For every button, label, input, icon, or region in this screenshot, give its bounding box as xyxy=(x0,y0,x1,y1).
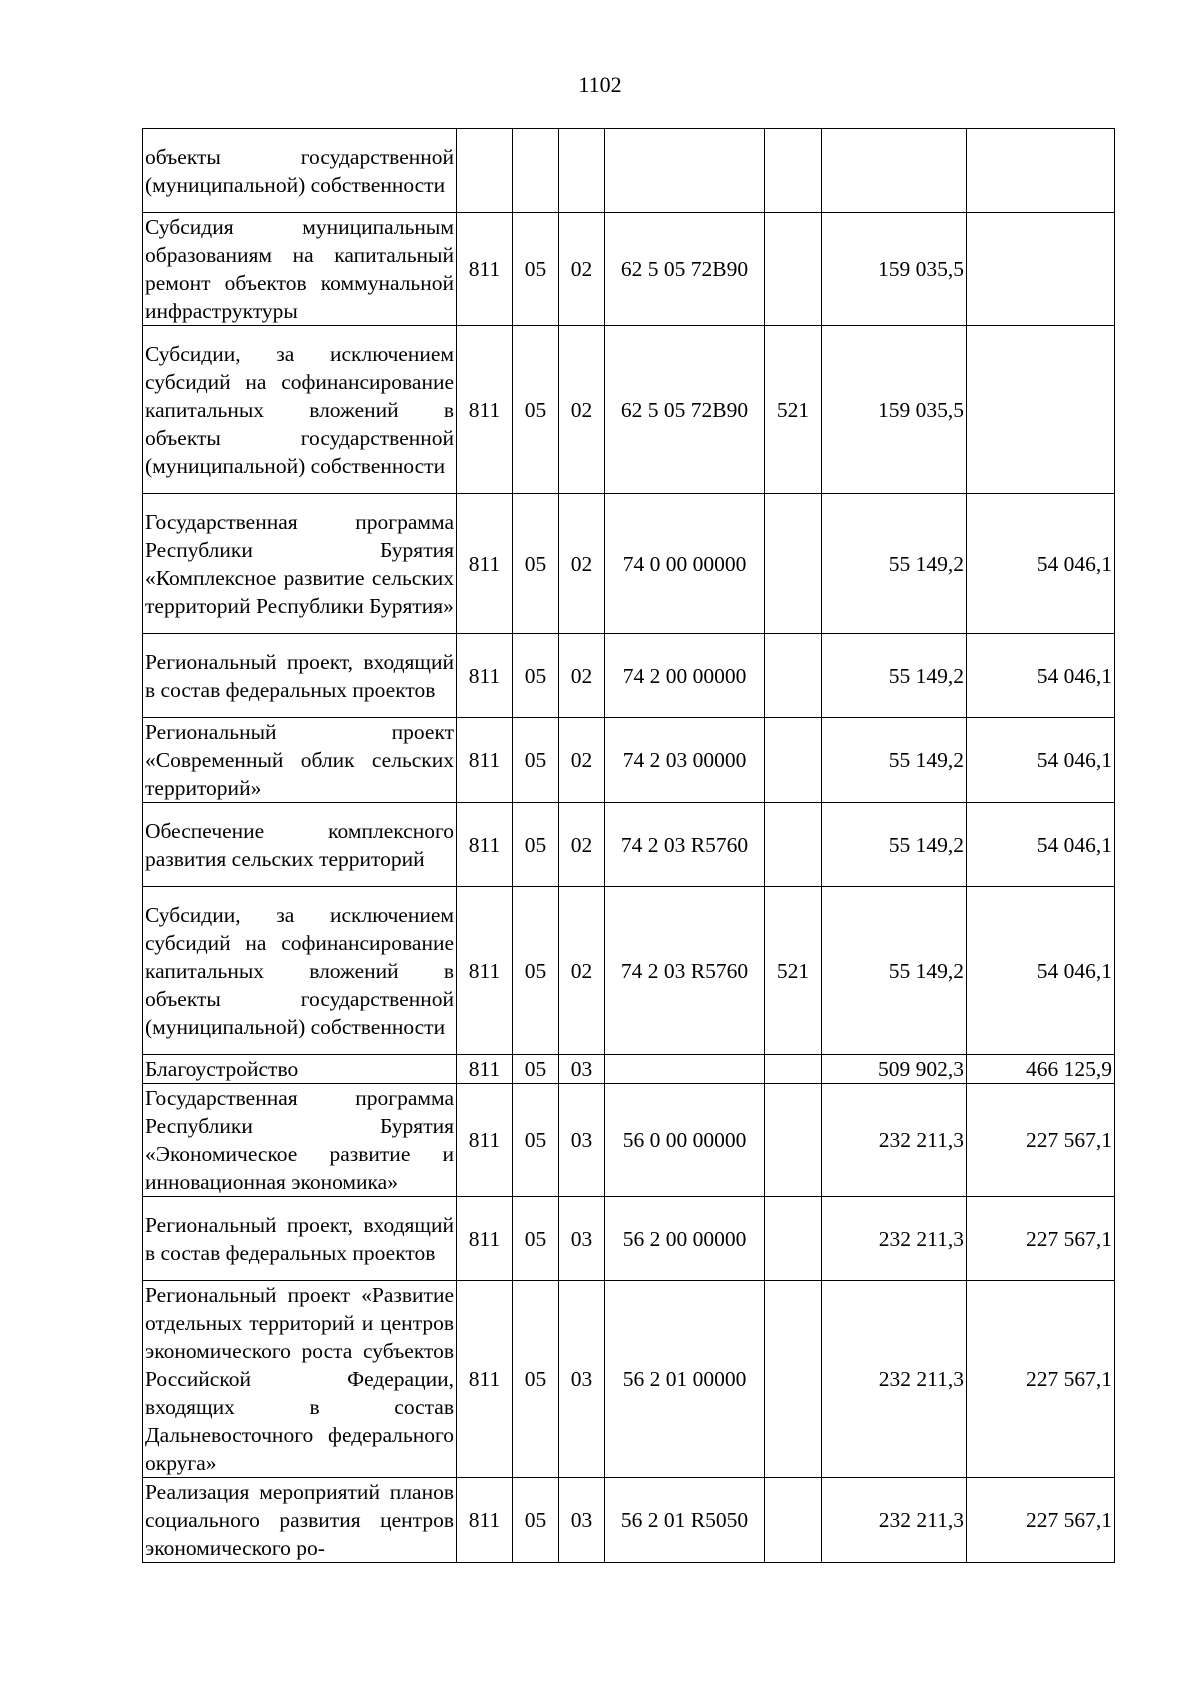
item-name-cell: объекты государственной (муниципальной) собственности xyxy=(143,129,457,213)
section-code-cell: 05 xyxy=(513,1281,559,1478)
amount-year2-cell: 54 046,1 xyxy=(967,494,1115,634)
subsection-code-cell: 03 xyxy=(559,1084,605,1197)
target-article-cell: 56 0 00 00000 xyxy=(605,1084,765,1197)
grbs-code-cell: 811 xyxy=(457,1055,513,1084)
amount-year1-cell: 232 211,3 xyxy=(822,1197,967,1281)
expense-type-cell xyxy=(765,494,822,634)
amount-year1-cell: 55 149,2 xyxy=(822,634,967,718)
table-row xyxy=(143,1055,1115,1084)
subsection-code-cell: 02 xyxy=(559,718,605,803)
target-article-cell: 56 2 01 00000 xyxy=(605,1281,765,1478)
item-name-cell: Реализация мероприятий планов социального развития центров экономического ро- xyxy=(143,1478,457,1563)
item-name-cell: Региональный проект «Современный облик сельских территорий» xyxy=(143,718,457,803)
grbs-code-cell: 811 xyxy=(457,1281,513,1478)
item-name-cell: Обеспечение комплексного развития сельских территорий xyxy=(143,803,457,887)
subsection-code-cell: 02 xyxy=(559,494,605,634)
section-code-cell: 05 xyxy=(513,1197,559,1281)
target-article-cell: 74 0 00 00000 xyxy=(605,494,765,634)
amount-year2-cell: 54 046,1 xyxy=(967,634,1115,718)
item-name-cell: Государственная программа Республики Бурятия «Комплексное развитие сельских территорий Республики Бурятия» xyxy=(143,494,457,634)
grbs-code-cell: 811 xyxy=(457,494,513,634)
table-row xyxy=(143,634,1115,718)
amount-year1-cell: 232 211,3 xyxy=(822,1478,967,1563)
subsection-code-cell: 03 xyxy=(559,1281,605,1478)
table-row xyxy=(143,1478,1115,1563)
table-row xyxy=(143,1197,1115,1281)
expense-type-cell xyxy=(765,1281,822,1478)
amount-year2-cell: 227 567,1 xyxy=(967,1084,1115,1197)
target-article-cell: 56 2 00 00000 xyxy=(605,1197,765,1281)
expense-type-cell xyxy=(765,1478,822,1563)
item-name-cell: Региональный проект «Развитие отдельных территорий и центров экономического роста субъектов Российской Федерации, входящих в состав Дальневосточного федерального округа» xyxy=(143,1281,457,1478)
subsection-code-cell: 02 xyxy=(559,326,605,494)
target-article-cell xyxy=(605,1055,765,1084)
table-row xyxy=(143,213,1115,326)
amount-year2-cell xyxy=(967,129,1115,213)
amount-year2-cell: 54 046,1 xyxy=(967,718,1115,803)
grbs-code-cell: 811 xyxy=(457,887,513,1055)
section-code-cell: 05 xyxy=(513,718,559,803)
section-code-cell: 05 xyxy=(513,1478,559,1563)
amount-year2-cell xyxy=(967,213,1115,326)
amount-year1-cell xyxy=(822,129,967,213)
grbs-code-cell: 811 xyxy=(457,1197,513,1281)
section-code-cell: 05 xyxy=(513,1084,559,1197)
table-row xyxy=(143,1084,1115,1197)
subsection-code-cell: 02 xyxy=(559,213,605,326)
section-code-cell: 05 xyxy=(513,494,559,634)
section-code-cell: 05 xyxy=(513,803,559,887)
table-row xyxy=(143,129,1115,213)
page-number: 1102 xyxy=(578,72,622,97)
expense-type-cell xyxy=(765,1084,822,1197)
amount-year1-cell: 55 149,2 xyxy=(822,803,967,887)
target-article-cell: 74 2 00 00000 xyxy=(605,634,765,718)
table-row xyxy=(143,494,1115,634)
amount-year1-cell: 55 149,2 xyxy=(822,887,967,1055)
amount-year2-cell: 466 125,9 xyxy=(967,1055,1115,1084)
item-name-cell: Государственная программа Республики Бурятия «Экономическое развитие и инновационная экономика» xyxy=(143,1084,457,1197)
subsection-code-cell: 02 xyxy=(559,634,605,718)
amount-year2-cell: 227 567,1 xyxy=(967,1281,1115,1478)
item-name-cell: Субсидия муниципальным образованиям на капитальный ремонт объектов коммунальной инфраструктуры xyxy=(143,213,457,326)
target-article-cell xyxy=(605,129,765,213)
section-code-cell: 05 xyxy=(513,213,559,326)
amount-year1-cell: 159 035,5 xyxy=(822,326,967,494)
table-row xyxy=(143,718,1115,803)
subsection-code-cell: 02 xyxy=(559,803,605,887)
amount-year1-cell: 509 902,3 xyxy=(822,1055,967,1084)
budget-table xyxy=(142,128,1115,1563)
subsection-code-cell xyxy=(559,129,605,213)
expense-type-cell xyxy=(765,803,822,887)
amount-year2-cell: 54 046,1 xyxy=(967,803,1115,887)
target-article-cell: 62 5 05 72В90 xyxy=(605,326,765,494)
subsection-code-cell: 03 xyxy=(559,1055,605,1084)
amount-year2-cell: 227 567,1 xyxy=(967,1197,1115,1281)
expense-type-cell xyxy=(765,718,822,803)
table-body xyxy=(143,129,1115,1563)
section-code-cell: 05 xyxy=(513,887,559,1055)
expense-type-cell xyxy=(765,634,822,718)
grbs-code-cell: 811 xyxy=(457,803,513,887)
amount-year2-cell: 54 046,1 xyxy=(967,887,1115,1055)
target-article-cell: 62 5 05 72В90 xyxy=(605,213,765,326)
expense-type-cell xyxy=(765,129,822,213)
amount-year1-cell: 232 211,3 xyxy=(822,1281,967,1478)
table-row xyxy=(143,803,1115,887)
section-code-cell: 05 xyxy=(513,326,559,494)
expense-type-cell xyxy=(765,1055,822,1084)
target-article-cell: 74 2 03 R5760 xyxy=(605,887,765,1055)
grbs-code-cell: 811 xyxy=(457,326,513,494)
item-name-cell: Субсидии, за исключением субсидий на софинансирование капитальных вложений в объекты государственной (муниципальной) собственности xyxy=(143,326,457,494)
grbs-code-cell: 811 xyxy=(457,213,513,326)
grbs-code-cell: 811 xyxy=(457,718,513,803)
item-name-cell: Субсидии, за исключением субсидий на софинансирование капитальных вложений в объекты государственной (муниципальной) собственности xyxy=(143,887,457,1055)
table-row xyxy=(143,1281,1115,1478)
amount-year1-cell: 232 211,3 xyxy=(822,1084,967,1197)
item-name-cell: Региональный проект, входящий в состав федеральных проектов xyxy=(143,634,457,718)
grbs-code-cell: 811 xyxy=(457,634,513,718)
section-code-cell xyxy=(513,129,559,213)
amount-year2-cell xyxy=(967,326,1115,494)
expense-type-cell: 521 xyxy=(765,326,822,494)
target-article-cell: 56 2 01 R5050 xyxy=(605,1478,765,1563)
subsection-code-cell: 03 xyxy=(559,1197,605,1281)
target-article-cell: 74 2 03 R5760 xyxy=(605,803,765,887)
amount-year1-cell: 55 149,2 xyxy=(822,494,967,634)
amount-year2-cell: 227 567,1 xyxy=(967,1478,1115,1563)
amount-year1-cell: 159 035,5 xyxy=(822,213,967,326)
item-name-cell: Региональный проект, входящий в состав федеральных проектов xyxy=(143,1197,457,1281)
grbs-code-cell: 811 xyxy=(457,1478,513,1563)
expense-type-cell xyxy=(765,1197,822,1281)
subsection-code-cell: 02 xyxy=(559,887,605,1055)
target-article-cell: 74 2 03 00000 xyxy=(605,718,765,803)
table-row xyxy=(143,887,1115,1055)
subsection-code-cell: 03 xyxy=(559,1478,605,1563)
table-row xyxy=(143,326,1115,494)
amount-year1-cell: 55 149,2 xyxy=(822,718,967,803)
grbs-code-cell xyxy=(457,129,513,213)
section-code-cell: 05 xyxy=(513,1055,559,1084)
expense-type-cell xyxy=(765,213,822,326)
expense-type-cell: 521 xyxy=(765,887,822,1055)
grbs-code-cell: 811 xyxy=(457,1084,513,1197)
item-name-cell: Благоустройство xyxy=(143,1055,457,1084)
section-code-cell: 05 xyxy=(513,634,559,718)
